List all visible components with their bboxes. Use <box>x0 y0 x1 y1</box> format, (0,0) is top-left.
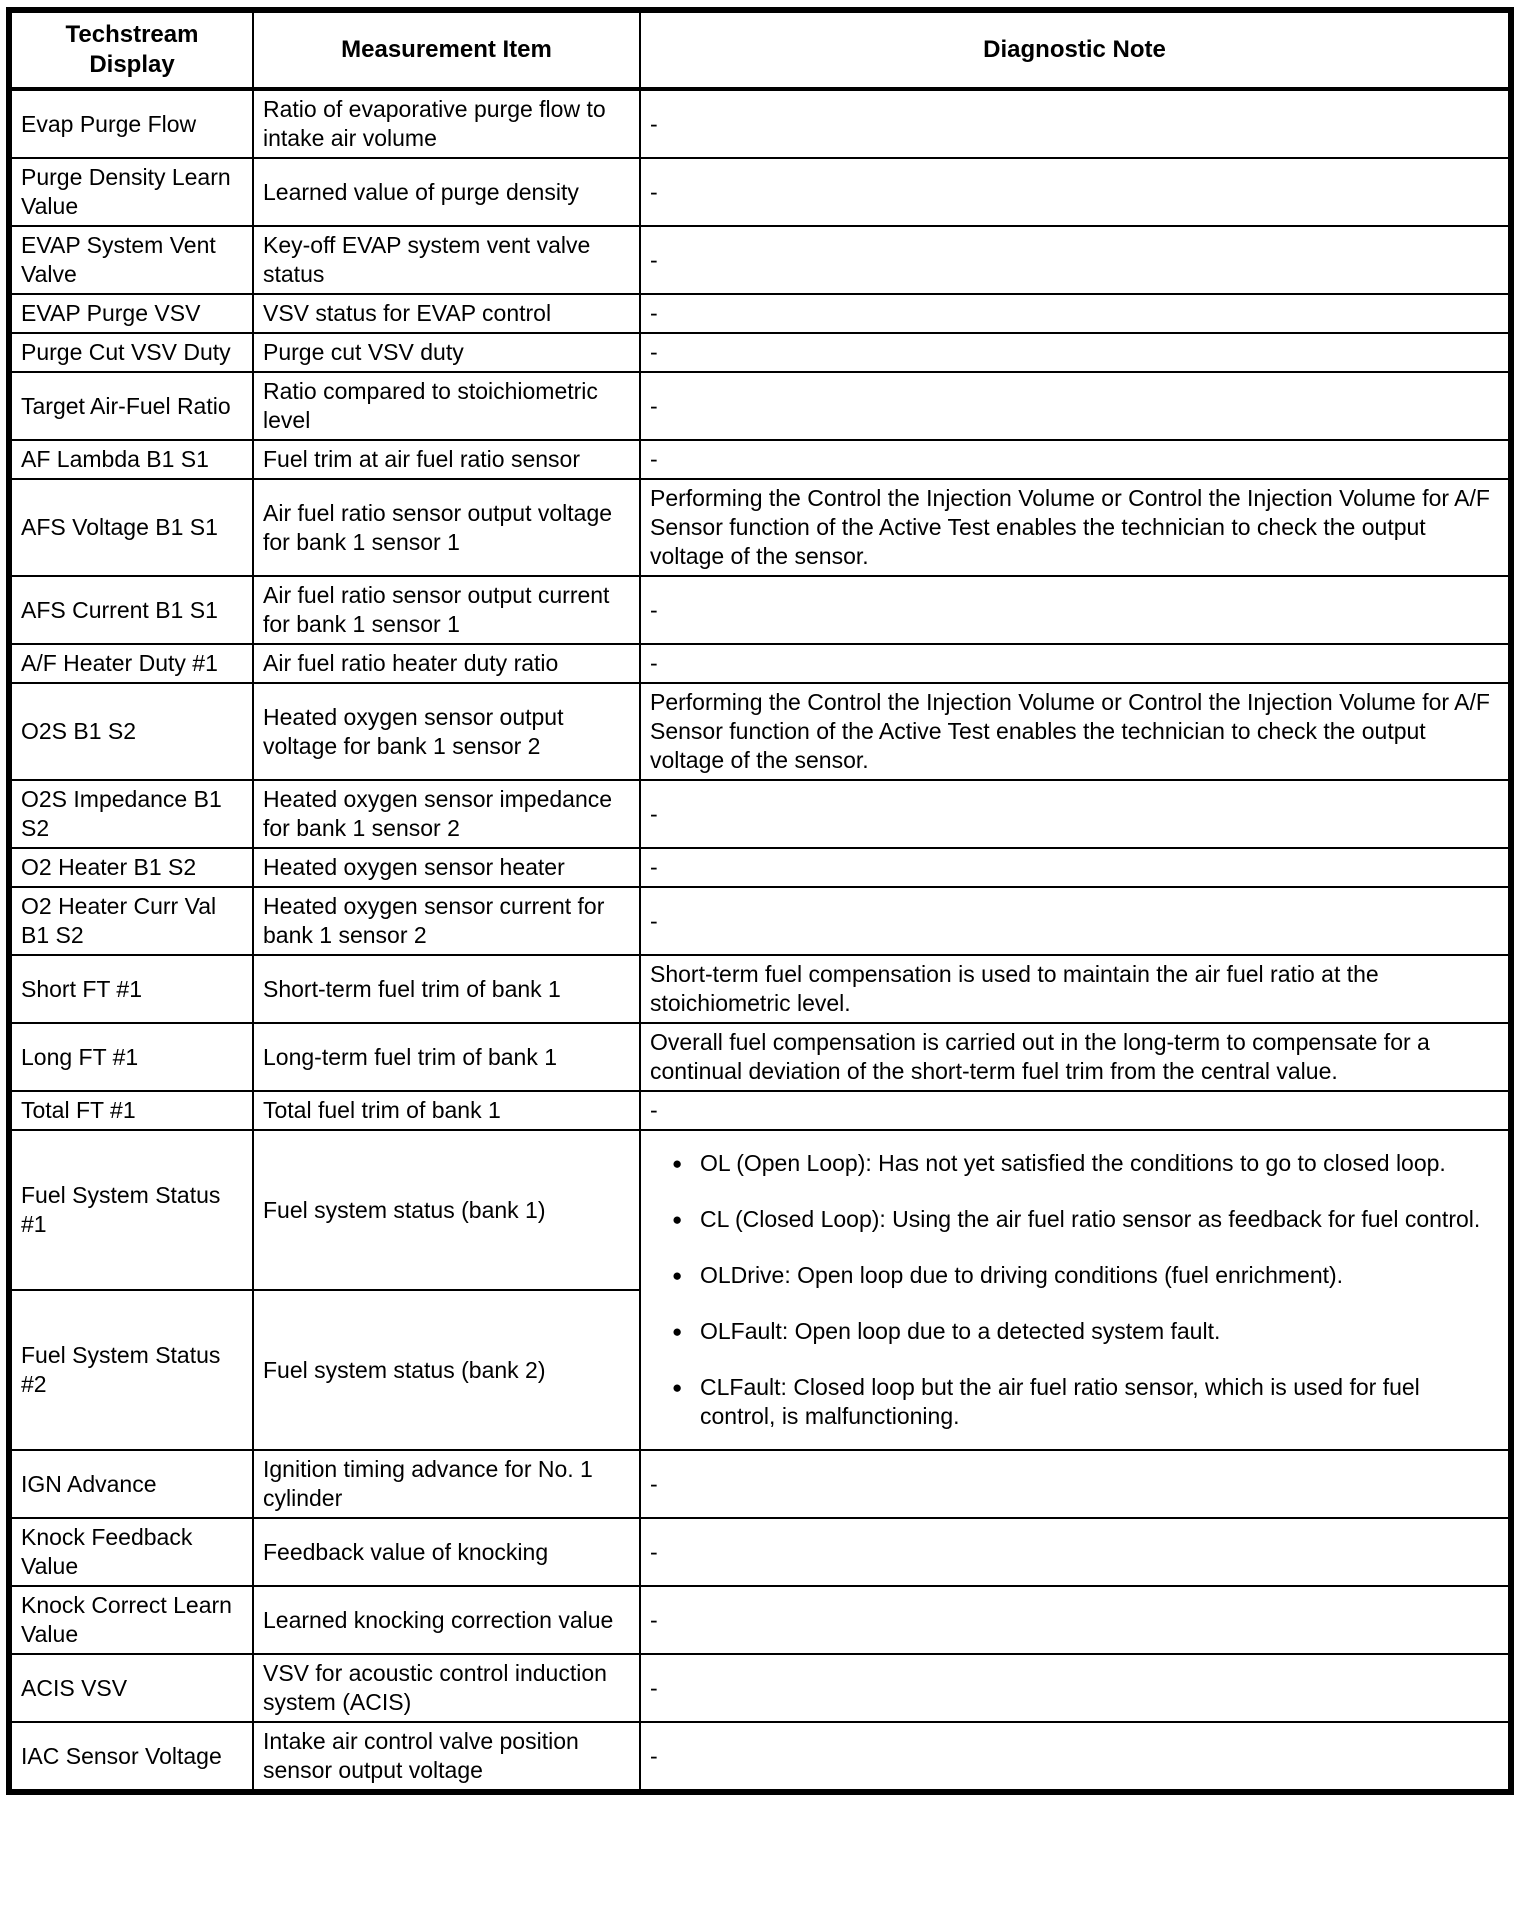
cell-techstream-display: Short FT #1 <box>9 955 253 1023</box>
cell-techstream-display: Total FT #1 <box>9 1091 253 1130</box>
header-measurement-item <box>253 10 640 89</box>
cell-measurement-item: VSV status for EVAP control <box>253 294 640 333</box>
cell-measurement-item: Fuel system status (bank 2) <box>253 1290 640 1450</box>
cell-techstream-display: A/F Heater Duty #1 <box>9 644 253 683</box>
cell-techstream-display: O2 Heater Curr Val B1 S2 <box>9 887 253 955</box>
cell-techstream-display: AF Lambda B1 S1 <box>9 440 253 479</box>
table-row <box>9 1586 1511 1654</box>
cell-measurement-item: Ignition timing advance for No. 1 cylinder <box>253 1450 640 1518</box>
cell-diagnostic-note: - <box>640 372 1511 440</box>
cell-diagnostic-note: - <box>640 1654 1511 1722</box>
table-row <box>9 89 1511 158</box>
cell-measurement-item: Total fuel trim of bank 1 <box>253 1091 640 1130</box>
cell-diagnostic-note: - <box>640 780 1511 848</box>
cell-measurement-item: Heated oxygen sensor impedance for bank 1 sensor 2 <box>253 780 640 848</box>
cell-diagnostic-note: - <box>640 887 1511 955</box>
table-row <box>9 887 1511 955</box>
table-row <box>9 1130 1511 1290</box>
cell-diagnostic-note: - <box>640 644 1511 683</box>
cell-diagnostic-note: Overall fuel compensation is carried out in the long-term to compensate for a continual deviation of the short-term fuel trim from the central value. <box>640 1023 1511 1091</box>
note-bullet-text: CL (Closed Loop): Using the air fuel ratio sensor as feedback for fuel control. <box>700 1206 1481 1232</box>
cell-measurement-item: Intake air control valve position sensor output voltage <box>253 1722 640 1792</box>
note-bullet-item <box>650 1373 1499 1431</box>
cell-techstream-display: O2S Impedance B1 S2 <box>9 780 253 848</box>
cell-measurement-item: Key-off EVAP system vent valve status <box>253 226 640 294</box>
cell-diagnostic-note: Short-term fuel compensation is used to maintain the air fuel ratio at the stoichiometric level. <box>640 955 1511 1023</box>
cell-techstream-display: Fuel System Status #1 <box>9 1130 253 1290</box>
cell-measurement-item: Learned knocking correction value <box>253 1586 640 1654</box>
table-row <box>9 1654 1511 1722</box>
note-bullet-text: OLDrive: Open loop due to driving conditions (fuel enrichment). <box>700 1262 1344 1288</box>
cell-measurement-item: Air fuel ratio heater duty ratio <box>253 644 640 683</box>
table-row <box>9 848 1511 887</box>
cell-measurement-item: Heated oxygen sensor heater <box>253 848 640 887</box>
cell-techstream-display: Long FT #1 <box>9 1023 253 1091</box>
cell-techstream-display: Knock Correct Learn Value <box>9 1586 253 1654</box>
cell-diagnostic-note: - <box>640 333 1511 372</box>
cell-techstream-display: AFS Current B1 S1 <box>9 576 253 644</box>
cell-techstream-display: Target Air-Fuel Ratio <box>9 372 253 440</box>
cell-diagnostic-note: - <box>640 89 1511 158</box>
cell-diagnostic-note: - <box>640 1450 1511 1518</box>
table-row <box>9 294 1511 333</box>
bullet-icon: ● <box>672 1154 683 1173</box>
cell-measurement-item: Ratio compared to stoichiometric level <box>253 372 640 440</box>
cell-measurement-item: VSV for acoustic control induction system (ACIS) <box>253 1654 640 1722</box>
table-row <box>9 440 1511 479</box>
diagnostic-table <box>6 7 1514 1795</box>
table-row <box>9 158 1511 226</box>
cell-techstream-display: IGN Advance <box>9 1450 253 1518</box>
table-row <box>9 576 1511 644</box>
cell-techstream-display: Evap Purge Flow <box>9 89 253 158</box>
cell-measurement-item: Air fuel ratio sensor output voltage for bank 1 sensor 1 <box>253 479 640 576</box>
bullet-icon: ● <box>672 1322 683 1341</box>
note-bullet-item <box>650 1149 1499 1178</box>
cell-diagnostic-note: - <box>640 440 1511 479</box>
header-measurement-item-label: Measurement Item <box>341 36 552 63</box>
cell-diagnostic-note: - <box>640 1518 1511 1586</box>
note-bullet-item <box>650 1317 1499 1346</box>
bullet-icon: ● <box>672 1210 683 1229</box>
cell-techstream-display: IAC Sensor Voltage <box>9 1722 253 1792</box>
cell-measurement-item: Purge cut VSV duty <box>253 333 640 372</box>
cell-diagnostic-note <box>640 1130 1511 1450</box>
cell-techstream-display: Fuel System Status #2 <box>9 1290 253 1450</box>
cell-techstream-display: ACIS VSV <box>9 1654 253 1722</box>
cell-measurement-item: Heated oxygen sensor current for bank 1 sensor 2 <box>253 887 640 955</box>
cell-techstream-display: AFS Voltage B1 S1 <box>9 479 253 576</box>
table-body <box>9 89 1511 1792</box>
cell-diagnostic-note: - <box>640 1586 1511 1654</box>
cell-techstream-display: EVAP System Vent Valve <box>9 226 253 294</box>
table-row <box>9 1722 1511 1792</box>
cell-measurement-item: Air fuel ratio sensor output current for bank 1 sensor 1 <box>253 576 640 644</box>
header-diagnostic-note <box>640 10 1511 89</box>
table-row <box>9 644 1511 683</box>
cell-diagnostic-note: Performing the Control the Injection Volume or Control the Injection Volume for A/F Sensor function of the Active Test enables the technician to check the output voltage of the sensor. <box>640 479 1511 576</box>
cell-measurement-item: Long-term fuel trim of bank 1 <box>253 1023 640 1091</box>
table-row <box>9 1518 1511 1586</box>
cell-diagnostic-note: Performing the Control the Injection Volume or Control the Injection Volume for A/F Sensor function of the Active Test enables the technician to check the output voltage of the sensor. <box>640 683 1511 780</box>
table-row <box>9 955 1511 1023</box>
cell-measurement-item: Heated oxygen sensor output voltage for bank 1 sensor 2 <box>253 683 640 780</box>
table-row <box>9 226 1511 294</box>
header-techstream-display <box>9 10 253 89</box>
cell-diagnostic-note: - <box>640 1091 1511 1130</box>
table-row <box>9 1023 1511 1091</box>
cell-measurement-item: Feedback value of knocking <box>253 1518 640 1586</box>
cell-measurement-item: Fuel system status (bank 1) <box>253 1130 640 1290</box>
table-row <box>9 683 1511 780</box>
cell-diagnostic-note: - <box>640 158 1511 226</box>
table-header <box>9 10 1511 89</box>
cell-diagnostic-note: - <box>640 848 1511 887</box>
header-row <box>9 10 1511 89</box>
cell-measurement-item: Learned value of purge density <box>253 158 640 226</box>
header-diagnostic-note-label: Diagnostic Note <box>983 36 1166 63</box>
cell-techstream-display: O2S B1 S2 <box>9 683 253 780</box>
cell-diagnostic-note: - <box>640 576 1511 644</box>
table-row <box>9 372 1511 440</box>
table-row <box>9 333 1511 372</box>
cell-diagnostic-note: - <box>640 226 1511 294</box>
cell-techstream-display: Purge Density Learn Value <box>9 158 253 226</box>
cell-measurement-item: Short-term fuel trim of bank 1 <box>253 955 640 1023</box>
cell-diagnostic-note: - <box>640 1722 1511 1792</box>
note-bullet-text: OL (Open Loop): Has not yet satisfied the conditions to go to closed loop. <box>700 1150 1446 1176</box>
bullet-icon: ● <box>672 1378 683 1397</box>
cell-techstream-display: EVAP Purge VSV <box>9 294 253 333</box>
note-bullet-item <box>650 1261 1499 1290</box>
note-bullet-item <box>650 1205 1499 1234</box>
table-row <box>9 1091 1511 1130</box>
cell-techstream-display: Purge Cut VSV Duty <box>9 333 253 372</box>
cell-techstream-display: Knock Feedback Value <box>9 1518 253 1586</box>
table-row <box>9 780 1511 848</box>
table-row <box>9 1450 1511 1518</box>
cell-measurement-item: Ratio of evaporative purge flow to intake air volume <box>253 89 640 158</box>
cell-diagnostic-note: - <box>640 294 1511 333</box>
table-row <box>9 479 1511 576</box>
bullet-icon: ● <box>672 1266 683 1285</box>
note-bullet-text: CLFault: Closed loop but the air fuel ratio sensor, which is used for fuel control, is malfunctioning. <box>700 1374 1420 1429</box>
note-bullet-text: OLFault: Open loop due to a detected system fault. <box>700 1318 1221 1344</box>
cell-techstream-display: O2 Heater B1 S2 <box>9 848 253 887</box>
cell-measurement-item: Fuel trim at air fuel ratio sensor <box>253 440 640 479</box>
note-bullet-list <box>650 1135 1503 1445</box>
header-techstream-display-label: Techstream Display <box>65 21 199 78</box>
